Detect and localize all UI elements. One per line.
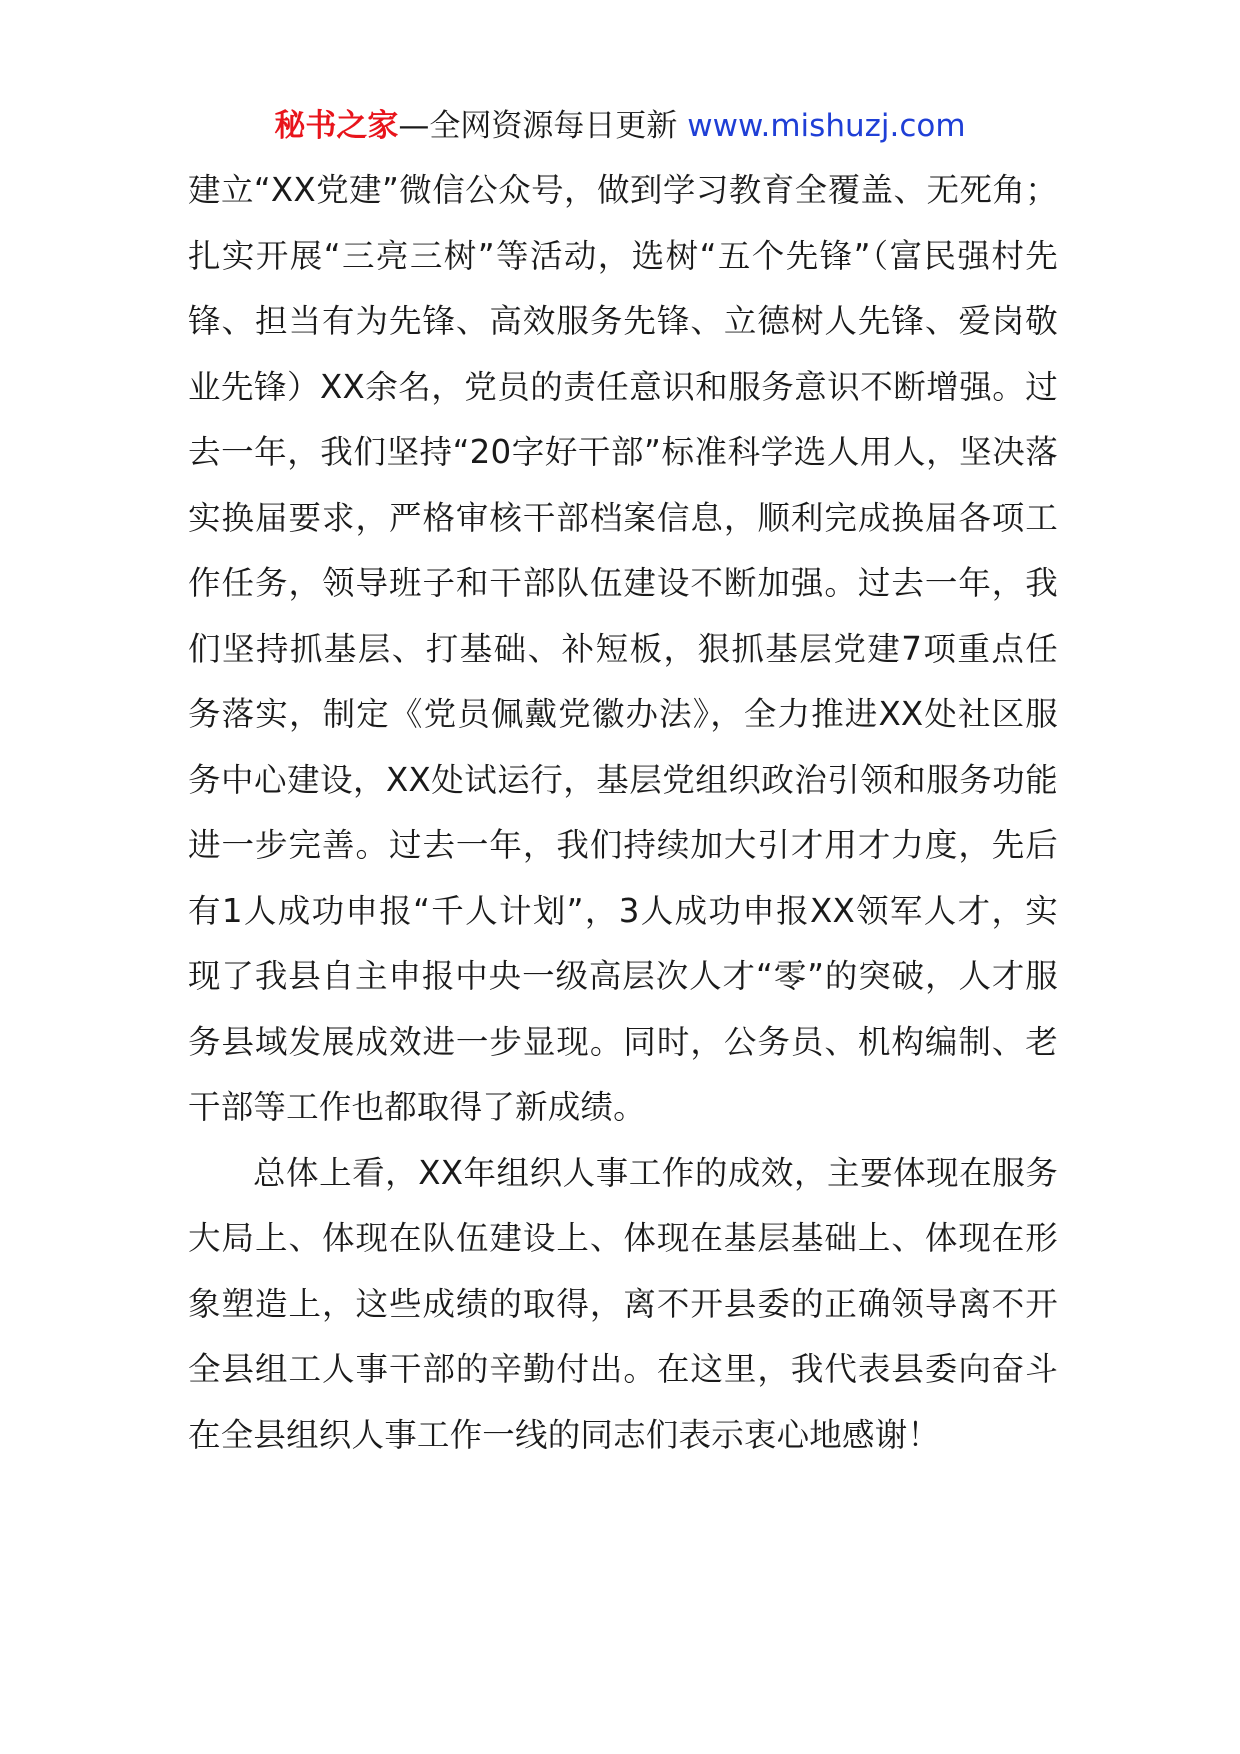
paragraph-continuation: 建立“XX党建”微信公众号，做到学习教育全覆盖、无死角；扎实开展“三亮三树”等活动，选树“五个先锋”（富民强村先锋、担当有为先锋、高效服务先锋、立德树人先锋、爱岗敬业先锋）XX余名，党员的责任意识和服务意识不断增强。过去一年，我们坚持“20字好干部”标准科学选人用人，坚决落实换届要求，严格审核干部档案信息，顺利完成换届各项工作任务，领导班子和干部队伍建设不断加强。过去一年，我们坚持抓基层、打基础、补短板，狠抓基层党建7项重点任务落实，制定《党员佩戴党徽办法》，全力推进XX处社区服务中心建设，XX处试运行，基层党组织政治引领和服务功能进一步完善。过去一年，我们持续加大引才用才力度，先后有1人成功申报“千人计划”，3人成功申报XX领军人才，实现了我县自主申报中央一级高层次人才“零”的突破，人才服务县域发展成效进一步显现。同时，公务员、机构编制、老干部等工作也都取得了新成绩。 bbox=[188, 171, 1058, 1126]
paragraph-summary: 总体上看，XX年组织人事工作的成效，主要体现在服务大局上、体现在队伍建设上、体现在基层基础上、体现在形象塑造上，这些成绩的取得，离不开县委的正确领导离不开全县组工人事干部的辛勤付出。在这里，我代表县委向奋斗在全县组织人事工作一线的同志们表示衷心地感谢！ bbox=[188, 1153, 1058, 1454]
header-slogan: —全网资源每日更新 bbox=[398, 108, 688, 144]
brand-name: 秘书之家 bbox=[274, 108, 399, 144]
page-header bbox=[0, 104, 1240, 148]
document-body bbox=[188, 158, 1058, 1468]
website-url[interactable]: www.mishuzj.com bbox=[687, 108, 966, 144]
